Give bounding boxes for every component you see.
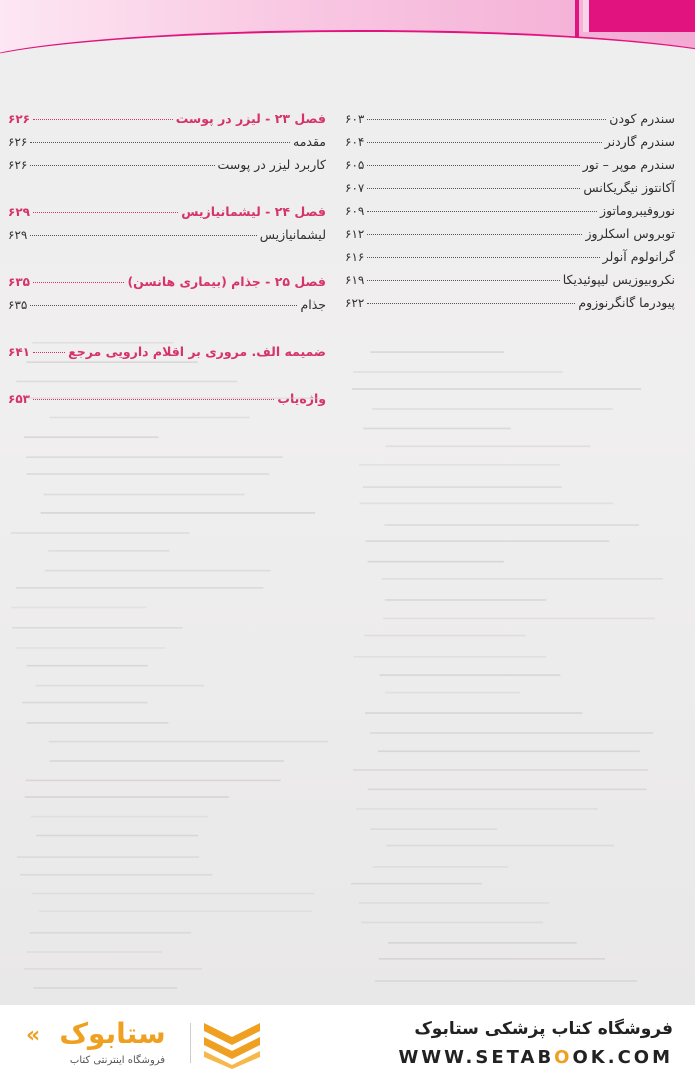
bleed-stroke xyxy=(359,503,613,505)
bleed-stroke xyxy=(31,816,208,818)
bleed-stroke xyxy=(368,561,504,563)
url-part: OK.COM xyxy=(572,1047,673,1068)
bleed-stroke xyxy=(45,570,271,572)
bleed-stroke xyxy=(373,866,508,868)
bleed-stroke xyxy=(16,587,263,589)
bleed-stroke xyxy=(383,618,655,620)
bleed-stroke xyxy=(36,835,198,837)
bleed-stroke xyxy=(22,702,147,704)
toc-entry-title: لیشمانیازیس xyxy=(259,227,326,242)
header-curve xyxy=(0,30,695,120)
bleed-stroke xyxy=(17,856,199,858)
leader-dots xyxy=(367,188,580,189)
bleed-stroke xyxy=(27,722,169,724)
logo-wordmark: ستابوک xyxy=(59,1017,166,1050)
leader-dots xyxy=(367,234,582,235)
bleed-stroke xyxy=(24,968,202,970)
leader-dots xyxy=(367,257,599,258)
toc-entry[interactable] xyxy=(8,134,326,157)
bleed-stroke xyxy=(364,635,525,637)
bleed-stroke xyxy=(379,958,605,960)
leader-dots xyxy=(33,282,124,283)
toc-entry[interactable] xyxy=(345,295,675,318)
bleed-stroke xyxy=(44,494,245,496)
bleed-stroke xyxy=(30,932,191,934)
bleed-stroke xyxy=(20,874,212,876)
bleed-stroke xyxy=(11,532,189,534)
toc-entry-page: ۶۱۹ xyxy=(345,273,365,287)
toc-entry[interactable] xyxy=(345,203,675,226)
toc-entry-title: مقدمه xyxy=(293,134,326,149)
bleed-stroke xyxy=(363,486,562,488)
header-magenta-box xyxy=(583,0,695,32)
leader-dots xyxy=(30,165,214,166)
toc-entry-title: جذام xyxy=(300,297,326,312)
bleed-stroke xyxy=(361,922,543,924)
toc-entry-title: سندرم کودن xyxy=(609,111,675,126)
bleed-stroke xyxy=(385,599,546,601)
toc-entry-title: نوروفیبروماتوز xyxy=(600,203,675,218)
bleed-stroke xyxy=(26,456,283,458)
toc-glossary[interactable] xyxy=(8,391,326,414)
toc-entry-title: آکانتوز نیگریکانس xyxy=(583,180,675,195)
toc-entry-page: ۶۲۹ xyxy=(8,228,28,242)
store-info xyxy=(398,1019,673,1068)
leader-dots xyxy=(33,352,65,353)
toc-entry-page: ۶۲۶ xyxy=(8,135,28,149)
leader-dots xyxy=(30,142,290,143)
toc-chapter-25[interactable] xyxy=(8,274,326,297)
toc-appendix[interactable] xyxy=(8,344,326,367)
bleed-stroke xyxy=(363,428,511,430)
leader-dots xyxy=(367,280,559,281)
toc-entry-page: ۶۰۹ xyxy=(345,204,365,218)
bleed-stroke xyxy=(32,893,314,895)
bleed-stroke xyxy=(353,371,563,373)
url-accent-letter: O xyxy=(554,1047,573,1068)
bleed-stroke xyxy=(352,388,641,390)
leader-dots xyxy=(33,119,173,120)
toc-entry[interactable] xyxy=(8,157,326,180)
toc-entry[interactable] xyxy=(8,297,326,320)
bleed-stroke xyxy=(385,445,590,447)
bleed-stroke xyxy=(388,942,577,944)
toc-entry[interactable] xyxy=(8,227,326,250)
bleed-stroke xyxy=(11,607,146,609)
toc-entry-title: سندرم موپر – تور xyxy=(582,157,675,172)
chapter-page: ۶۳۵ xyxy=(8,275,30,289)
bleed-stroke xyxy=(353,656,546,658)
toc-entry-page: ۶۳۵ xyxy=(8,298,28,312)
bleed-stroke xyxy=(365,712,582,714)
bleed-stroke xyxy=(372,408,613,410)
chapter-page: ۶۲۹ xyxy=(8,205,30,219)
bleed-stroke xyxy=(386,845,614,847)
chapter-title: فصل ۲۵ - جذام (بیماری هانسن) xyxy=(127,274,326,289)
bleed-stroke xyxy=(26,780,281,782)
toc-entry-page: ۶۰۵ xyxy=(345,158,365,172)
glossary-title: واژه‌یاب xyxy=(277,391,326,406)
logo-arrows: « xyxy=(26,1023,41,1048)
leader-dots xyxy=(30,305,297,306)
leader-dots xyxy=(367,303,575,304)
toc-entry[interactable] xyxy=(345,111,675,134)
appendix-page: ۶۴۱ xyxy=(8,345,30,359)
leader-dots xyxy=(367,211,597,212)
bleed-stroke xyxy=(351,883,482,885)
toc-entry-page: ۶۱۶ xyxy=(345,250,365,264)
toc-entry-page: ۶۰۳ xyxy=(345,112,365,126)
bleed-stroke xyxy=(353,769,648,771)
toc-entry-page: ۶۲۶ xyxy=(8,158,28,172)
toc-entry-title: گرانولوم آنولر xyxy=(602,249,675,264)
toc-entry-page: ۶۱۲ xyxy=(345,227,365,241)
toc-entry-title: سندرم گاردنر xyxy=(604,134,675,149)
leader-dots xyxy=(33,399,274,400)
bleed-stroke xyxy=(378,750,640,752)
url-part: WWW.SETAB xyxy=(398,1047,555,1068)
leader-dots xyxy=(367,119,606,120)
toc-entry[interactable] xyxy=(345,180,675,203)
bleed-stroke xyxy=(370,732,653,734)
store-name: فروشگاه کتاب پزشکی ستابوک xyxy=(414,1019,673,1039)
bleed-stroke xyxy=(39,911,312,913)
bleed-stroke xyxy=(49,417,249,419)
bleed-stroke xyxy=(48,550,169,552)
toc-entry[interactable] xyxy=(345,272,675,295)
store-url[interactable] xyxy=(398,1047,673,1068)
bleed-stroke xyxy=(384,524,639,526)
toc-left-column xyxy=(8,111,326,414)
chapter-title: فصل ۲۴ - لیشمانیازیس xyxy=(181,204,326,219)
toc-entry-title: کاربرد لیزر در پوست xyxy=(217,157,326,172)
chapter-page: ۶۲۶ xyxy=(8,112,30,126)
bleed-stroke xyxy=(385,692,520,694)
bleed-stroke xyxy=(359,464,560,466)
toc-entry[interactable] xyxy=(345,157,675,180)
glossary-page: ۶۵۳ xyxy=(8,392,30,406)
toc-entry-page: ۶۰۷ xyxy=(345,181,365,195)
bleed-stroke xyxy=(24,436,158,438)
bleed-stroke xyxy=(370,351,504,353)
leader-dots xyxy=(33,212,178,213)
toc-entry-page: ۶۰۴ xyxy=(345,135,365,149)
logo-divider xyxy=(190,1023,191,1063)
bleed-stroke xyxy=(27,665,149,667)
toc-entry-title: نکروبیوزیس لیپوئیدیکا xyxy=(562,272,675,287)
bleed-stroke xyxy=(33,987,177,989)
bleed-stroke xyxy=(50,760,284,762)
bleed-stroke xyxy=(368,789,647,791)
toc-entry-page: ۶۲۲ xyxy=(345,296,365,310)
store-footer xyxy=(0,1005,695,1080)
leader-dots xyxy=(367,165,579,166)
toc-entry-title: توبروس اسکلروز xyxy=(585,226,675,241)
bleed-stroke xyxy=(15,647,165,649)
bleed-stroke xyxy=(25,796,229,798)
bleed-stroke xyxy=(382,578,663,580)
bleed-stroke xyxy=(359,902,549,904)
bleed-stroke xyxy=(49,741,328,743)
bleed-stroke xyxy=(26,473,269,475)
toc-entry[interactable] xyxy=(345,249,675,272)
leader-dots xyxy=(30,235,256,236)
toc-entry[interactable] xyxy=(345,134,675,157)
leader-dots xyxy=(367,142,601,143)
bleed-stroke xyxy=(380,674,561,676)
bleed-stroke xyxy=(41,512,316,514)
open-book-chevrons-icon xyxy=(200,1017,264,1069)
bleed-stroke xyxy=(36,685,204,687)
bleed-stroke xyxy=(366,540,609,542)
appendix-title: ضمیمه الف. مروری بر اقلام دارویی مرجع xyxy=(68,344,326,359)
logo-tagline: فروشگاه اینترنتی کتاب xyxy=(69,1055,166,1066)
bleed-stroke xyxy=(26,951,162,953)
toc-chapter-23[interactable] xyxy=(8,111,326,134)
bleed-stroke xyxy=(375,980,637,982)
bleed-stroke xyxy=(356,808,598,810)
toc-chapter-24[interactable] xyxy=(8,204,326,227)
bleed-stroke xyxy=(12,627,182,629)
toc-entry[interactable] xyxy=(345,226,675,249)
toc-right-column xyxy=(345,111,675,318)
toc-entry-title: پیودرما گانگرنوزوم xyxy=(578,295,675,310)
bleed-stroke xyxy=(371,828,497,830)
chapter-title: فصل ۲۳ - لیزر در پوست xyxy=(175,111,326,126)
